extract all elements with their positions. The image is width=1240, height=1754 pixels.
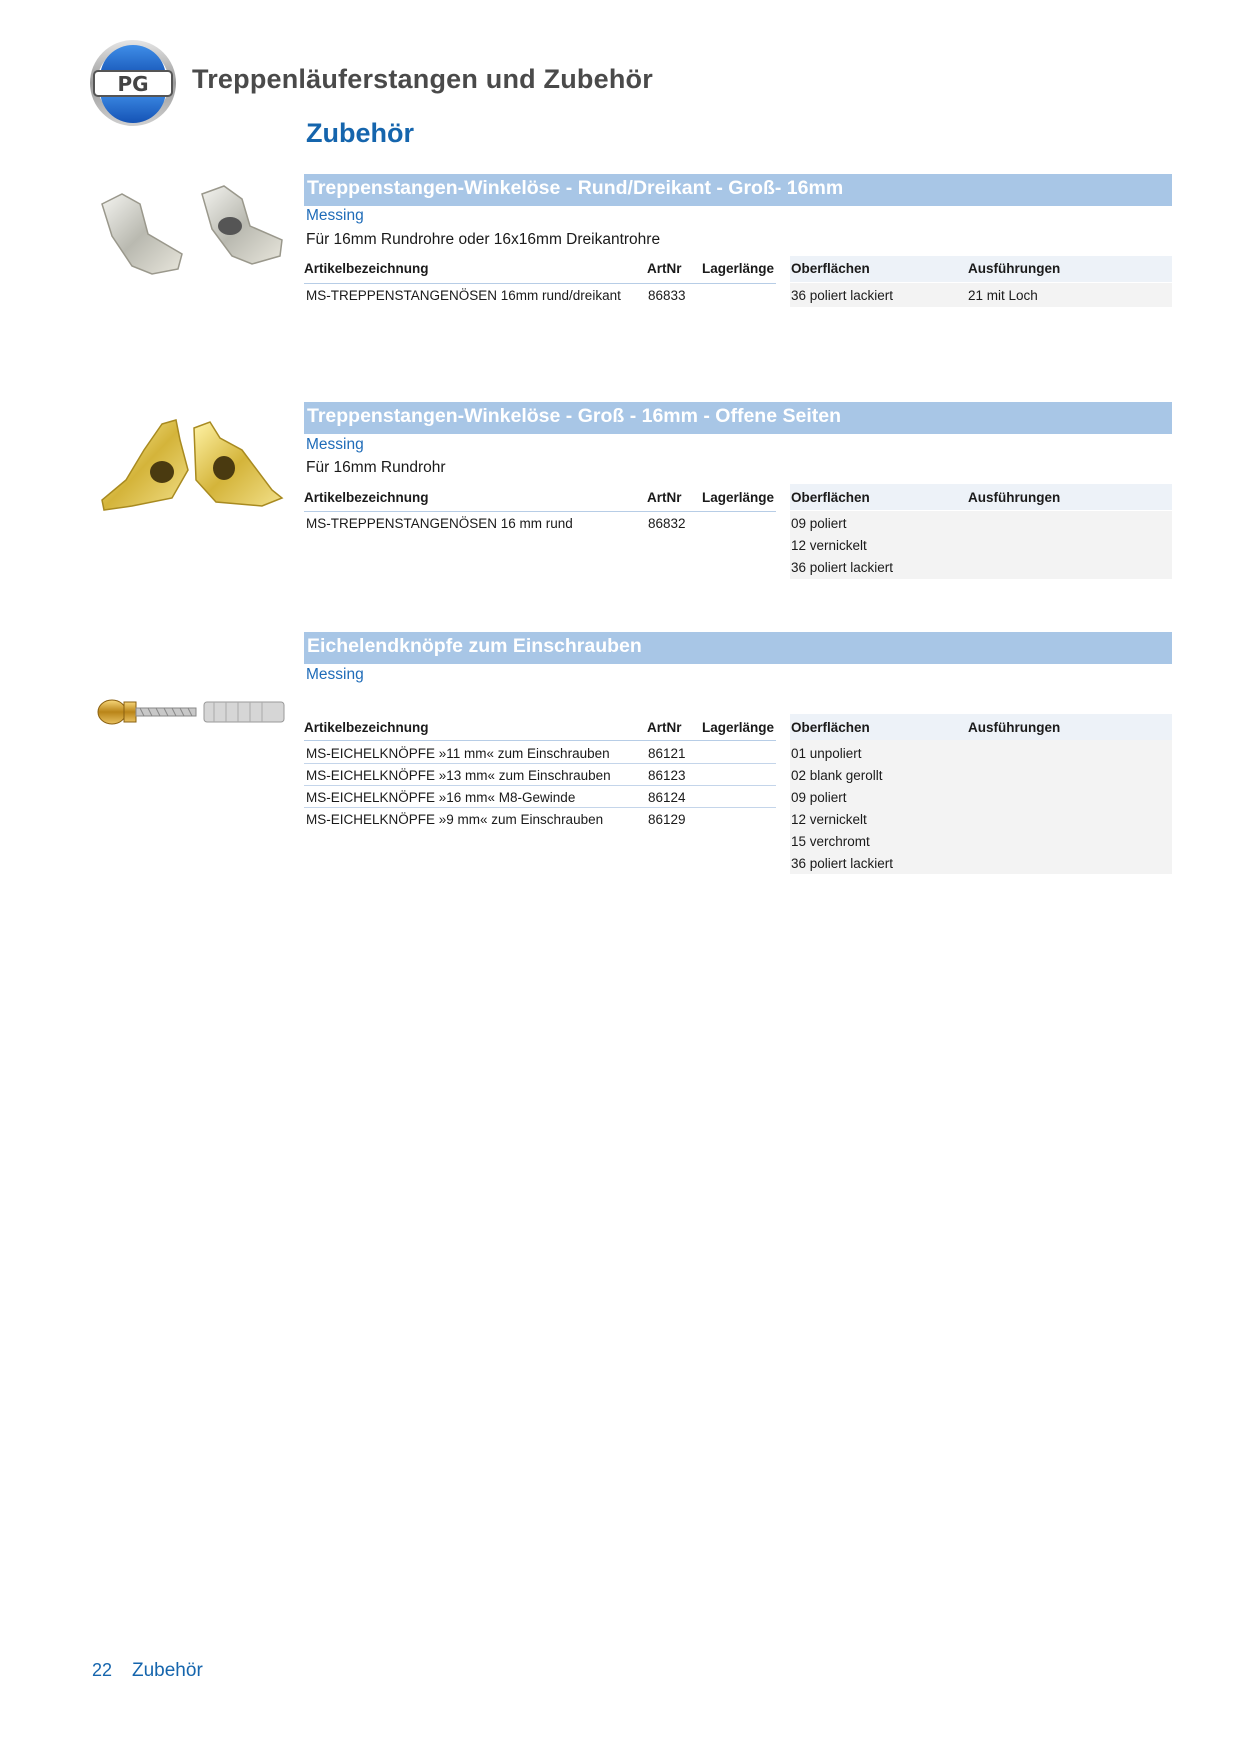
product-title-bar [304, 632, 1172, 664]
row-divider [304, 785, 776, 786]
product-image-winkeloese-brass [92, 410, 292, 530]
row-divider [304, 763, 776, 764]
surface-item: 09 poliert [791, 790, 847, 805]
table-row-name: MS-EICHELKNÖPFE »9 mm« zum Einschrauben [306, 812, 604, 827]
surface-item: 36 poliert lackiert [791, 856, 894, 871]
surface-item: 12 vernickelt [791, 538, 867, 553]
table-row-name: MS-EICHELKNÖPFE »13 mm« zum Einschrauben [306, 768, 611, 783]
col-header-length: Lagerlänge [702, 720, 775, 735]
product-description: Für 16mm Rundrohr [306, 459, 446, 476]
col-header-artnr: ArtNr [647, 261, 682, 276]
col-header-length: Lagerlänge [702, 490, 775, 505]
product-material: Messing [306, 207, 364, 224]
table-row-artnr: 86833 [648, 288, 686, 303]
surface-item: 36 poliert lackiert [791, 288, 894, 303]
header-divider [304, 283, 776, 284]
header-divider [304, 511, 776, 512]
table-row-artnr: 86123 [648, 768, 686, 783]
col-header-surfaces: Oberflächen [791, 720, 870, 735]
surface-item: 02 blank gerollt [791, 768, 883, 783]
logo-text: PG [117, 72, 149, 96]
table-row-artnr: 86121 [648, 746, 686, 761]
col-header-versions: Ausführungen [968, 490, 1061, 505]
col-header-artnr: ArtNr [647, 720, 682, 735]
product-material: Messing [306, 666, 364, 683]
surface-item: 01 unpoliert [791, 746, 862, 761]
product-title: Treppenstangen-Winkelöse - Groß - 16mm - Offene Seiten [307, 405, 842, 427]
product-image-winkeloese-silver [92, 174, 292, 294]
col-header-name: Artikelbezeichnung [304, 720, 429, 735]
table-row-name: MS-TREPPENSTANGENÖSEN 16mm rund/dreikant [306, 288, 621, 303]
col-header-length: Lagerlänge [702, 261, 775, 276]
table-row-artnr: 86129 [648, 812, 686, 827]
product-title-bar [304, 174, 1172, 206]
col-header-name: Artikelbezeichnung [304, 490, 429, 505]
row-divider [304, 807, 776, 808]
section-title: Zubehör [306, 118, 414, 148]
col-header-versions: Ausführungen [968, 720, 1061, 735]
product-title-bar [304, 402, 1172, 434]
col-header-surfaces: Oberflächen [791, 490, 870, 505]
product-description: Für 16mm Rundrohre oder 16x16mm Dreikantrohre [306, 231, 661, 248]
col-header-artnr: ArtNr [647, 490, 682, 505]
surface-item: 12 vernickelt [791, 812, 867, 827]
product-title: Treppenstangen-Winkelöse - Rund/Dreikant - Groß- 16mm [307, 177, 844, 199]
footer-section-label: Zubehör [132, 1660, 203, 1681]
pg-logo [88, 38, 178, 128]
table-row-name: MS-EICHELKNÖPFE »11 mm« zum Einschrauben [306, 746, 610, 761]
surface-item: 15 verchromt [791, 834, 870, 849]
document-title: Treppenläuferstangen und Zubehör [192, 64, 653, 94]
table-row-artnr: 86832 [648, 516, 686, 531]
surface-item: 36 poliert lackiert [791, 560, 894, 575]
version-item: 21 mit Loch [968, 288, 1038, 303]
col-header-versions: Ausführungen [968, 261, 1061, 276]
table-row-name: MS-EICHELKNÖPFE »16 mm« M8-Gewinde [306, 790, 576, 805]
page-number: 22 [92, 1660, 113, 1680]
col-header-name: Artikelbezeichnung [304, 261, 429, 276]
table-row-artnr: 86124 [648, 790, 686, 805]
header-divider [304, 740, 776, 741]
table-row-name: MS-TREPPENSTANGENÖSEN 16 mm rund [306, 516, 573, 531]
col-header-surfaces: Oberflächen [791, 261, 870, 276]
product-material: Messing [306, 436, 364, 453]
product-title: Eichelendknöpfe zum Einschrauben [307, 635, 642, 657]
surface-item: 09 poliert [791, 516, 847, 531]
product-image-eichelknopf [92, 650, 292, 770]
